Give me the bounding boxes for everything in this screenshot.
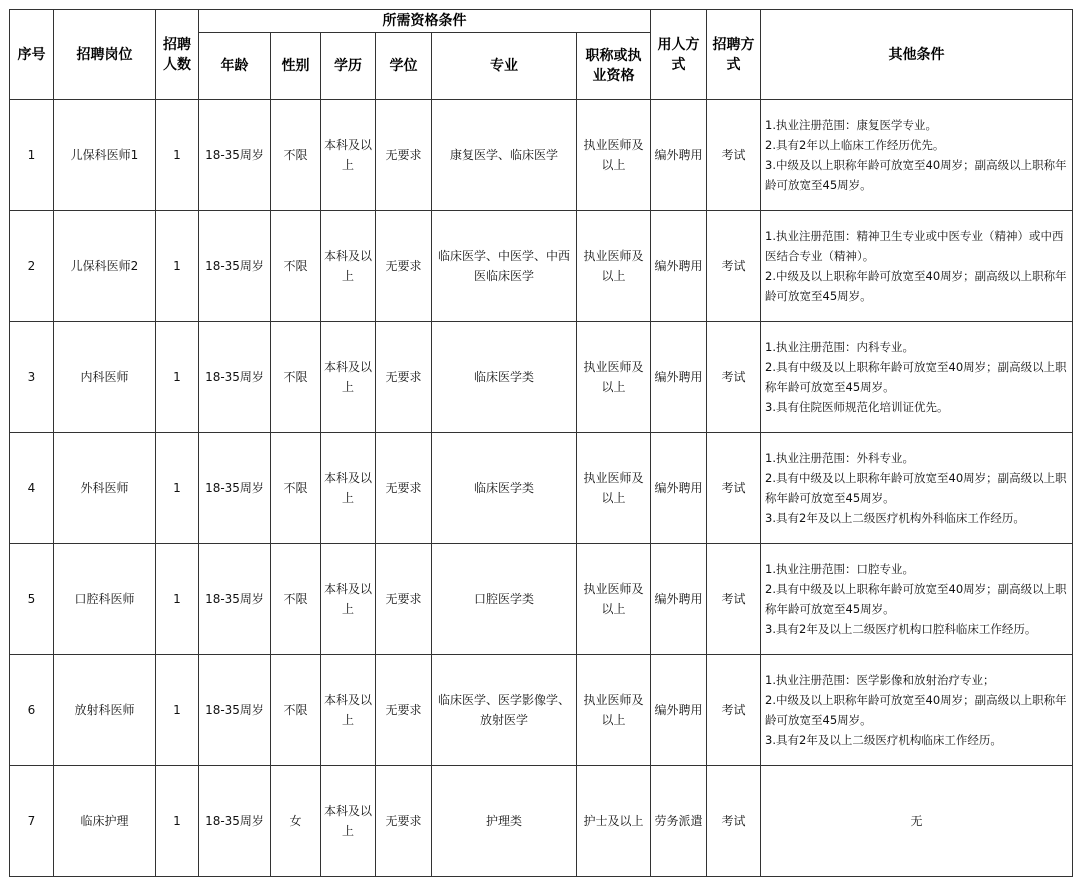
cell-other: 1.执业注册范围：口腔专业。 2.具有中级及以上职称年龄可放宽至40周岁；副高级以上职称年龄可放宽至45周岁。 3.具有2年及以上二级医疗机构口腔科临床工作经历。 (761, 544, 1073, 655)
header-gender: 性别 (271, 33, 321, 100)
cell-employment: 编外聘用 (651, 211, 707, 322)
cell-position: 放射科医师 (54, 655, 156, 766)
cell-employment: 编外聘用 (651, 655, 707, 766)
cell-employment: 编外聘用 (651, 322, 707, 433)
cell-degree: 无要求 (376, 655, 432, 766)
cell-age: 18-35周岁 (199, 655, 271, 766)
cell-degree: 无要求 (376, 322, 432, 433)
cell-degree: 无要求 (376, 544, 432, 655)
cell-method: 考试 (707, 544, 761, 655)
cell-education: 本科及以上 (321, 100, 376, 211)
cell-gender: 不限 (271, 433, 321, 544)
header-employment: 用人方式 (651, 10, 707, 100)
cell-major: 临床医学类 (432, 433, 577, 544)
cell-seq: 5 (10, 544, 54, 655)
cell-major: 口腔医学类 (432, 544, 577, 655)
cell-major: 临床医学、医学影像学、放射医学 (432, 655, 577, 766)
cell-position: 外科医师 (54, 433, 156, 544)
cell-count: 1 (156, 655, 199, 766)
header-title: 职称或执业资格 (577, 33, 651, 100)
cell-count: 1 (156, 544, 199, 655)
cell-education: 本科及以上 (321, 655, 376, 766)
cell-age: 18-35周岁 (199, 100, 271, 211)
cell-other: 1.执业注册范围：精神卫生专业或中医专业（精神）或中西医结合专业（精神）。 2.中级及以上职称年龄可放宽至40周岁；副高级以上职称年龄可放宽至45周岁。 (761, 211, 1073, 322)
cell-seq: 1 (10, 100, 54, 211)
cell-major: 临床医学类 (432, 322, 577, 433)
cell-count: 1 (156, 322, 199, 433)
cell-age: 18-35周岁 (199, 322, 271, 433)
cell-gender: 不限 (271, 211, 321, 322)
cell-count: 1 (156, 766, 199, 877)
cell-position: 临床护理 (54, 766, 156, 877)
cell-employment: 编外聘用 (651, 433, 707, 544)
cell-title: 执业医师及以上 (577, 100, 651, 211)
cell-major: 康复医学、临床医学 (432, 100, 577, 211)
cell-degree: 无要求 (376, 211, 432, 322)
cell-major: 临床医学、中医学、中西医临床医学 (432, 211, 577, 322)
header-position: 招聘岗位 (54, 10, 156, 100)
cell-seq: 3 (10, 322, 54, 433)
cell-method: 考试 (707, 100, 761, 211)
table-row (10, 544, 1073, 655)
cell-method: 考试 (707, 433, 761, 544)
header-degree: 学位 (376, 33, 432, 100)
cell-age: 18-35周岁 (199, 211, 271, 322)
cell-education: 本科及以上 (321, 322, 376, 433)
cell-education: 本科及以上 (321, 766, 376, 877)
table-row (10, 211, 1073, 322)
table-row (10, 433, 1073, 544)
cell-method: 考试 (707, 211, 761, 322)
cell-seq: 7 (10, 766, 54, 877)
header-education: 学历 (321, 33, 376, 100)
cell-other: 无 (761, 766, 1073, 877)
cell-age: 18-35周岁 (199, 766, 271, 877)
cell-education: 本科及以上 (321, 544, 376, 655)
cell-title: 执业医师及以上 (577, 433, 651, 544)
cell-gender: 不限 (271, 322, 321, 433)
cell-gender: 不限 (271, 100, 321, 211)
cell-other: 1.执业注册范围：外科专业。 2.具有中级及以上职称年龄可放宽至40周岁；副高级以上职称年龄可放宽至45周岁。 3.具有2年及以上二级医疗机构外科临床工作经历。 (761, 433, 1073, 544)
cell-other: 1.执业注册范围：康复医学专业。 2.具有2年以上临床工作经历优先。 3.中级及以上职称年龄可放宽至40周岁；副高级以上职称年龄可放宽至45周岁。 (761, 100, 1073, 211)
cell-employment: 编外聘用 (651, 100, 707, 211)
cell-seq: 6 (10, 655, 54, 766)
header-seq: 序号 (10, 10, 54, 100)
cell-method: 考试 (707, 766, 761, 877)
cell-seq: 2 (10, 211, 54, 322)
table-row (10, 766, 1073, 877)
cell-age: 18-35周岁 (199, 433, 271, 544)
cell-education: 本科及以上 (321, 433, 376, 544)
cell-employment: 编外聘用 (651, 544, 707, 655)
cell-gender: 女 (271, 766, 321, 877)
cell-age: 18-35周岁 (199, 544, 271, 655)
cell-method: 考试 (707, 322, 761, 433)
header-method: 招聘方式 (707, 10, 761, 100)
cell-title: 执业医师及以上 (577, 211, 651, 322)
cell-position: 儿保科医师1 (54, 100, 156, 211)
cell-position: 口腔科医师 (54, 544, 156, 655)
cell-title: 执业医师及以上 (577, 544, 651, 655)
cell-count: 1 (156, 211, 199, 322)
cell-employment: 劳务派遣 (651, 766, 707, 877)
cell-title: 执业医师及以上 (577, 322, 651, 433)
header-qualification-group: 所需资格条件 (199, 10, 651, 33)
cell-other: 1.执业注册范围：医学影像和放射治疗专业； 2.中级及以上职称年龄可放宽至40周岁；副高级以上职称年龄可放宽至45周岁。 3.具有2年及以上二级医疗机构临床工作经历。 (761, 655, 1073, 766)
cell-gender: 不限 (271, 655, 321, 766)
table-row (10, 322, 1073, 433)
cell-degree: 无要求 (376, 433, 432, 544)
cell-title: 执业医师及以上 (577, 655, 651, 766)
table-row (10, 100, 1073, 211)
cell-other: 1.执业注册范围：内科专业。 2.具有中级及以上职称年龄可放宽至40周岁；副高级以上职称年龄可放宽至45周岁。 3.具有住院医师规范化培训证优先。 (761, 322, 1073, 433)
cell-degree: 无要求 (376, 766, 432, 877)
header-major: 专业 (432, 33, 577, 100)
header-count: 招聘人数 (156, 10, 199, 100)
recruitment-table (9, 9, 1073, 877)
cell-position: 儿保科医师2 (54, 211, 156, 322)
cell-position: 内科医师 (54, 322, 156, 433)
cell-count: 1 (156, 433, 199, 544)
cell-method: 考试 (707, 655, 761, 766)
cell-degree: 无要求 (376, 100, 432, 211)
header-other: 其他条件 (761, 10, 1073, 100)
cell-seq: 4 (10, 433, 54, 544)
header-age: 年龄 (199, 33, 271, 100)
cell-count: 1 (156, 100, 199, 211)
cell-education: 本科及以上 (321, 211, 376, 322)
cell-title: 护士及以上 (577, 766, 651, 877)
cell-gender: 不限 (271, 544, 321, 655)
cell-major: 护理类 (432, 766, 577, 877)
table-row (10, 655, 1073, 766)
